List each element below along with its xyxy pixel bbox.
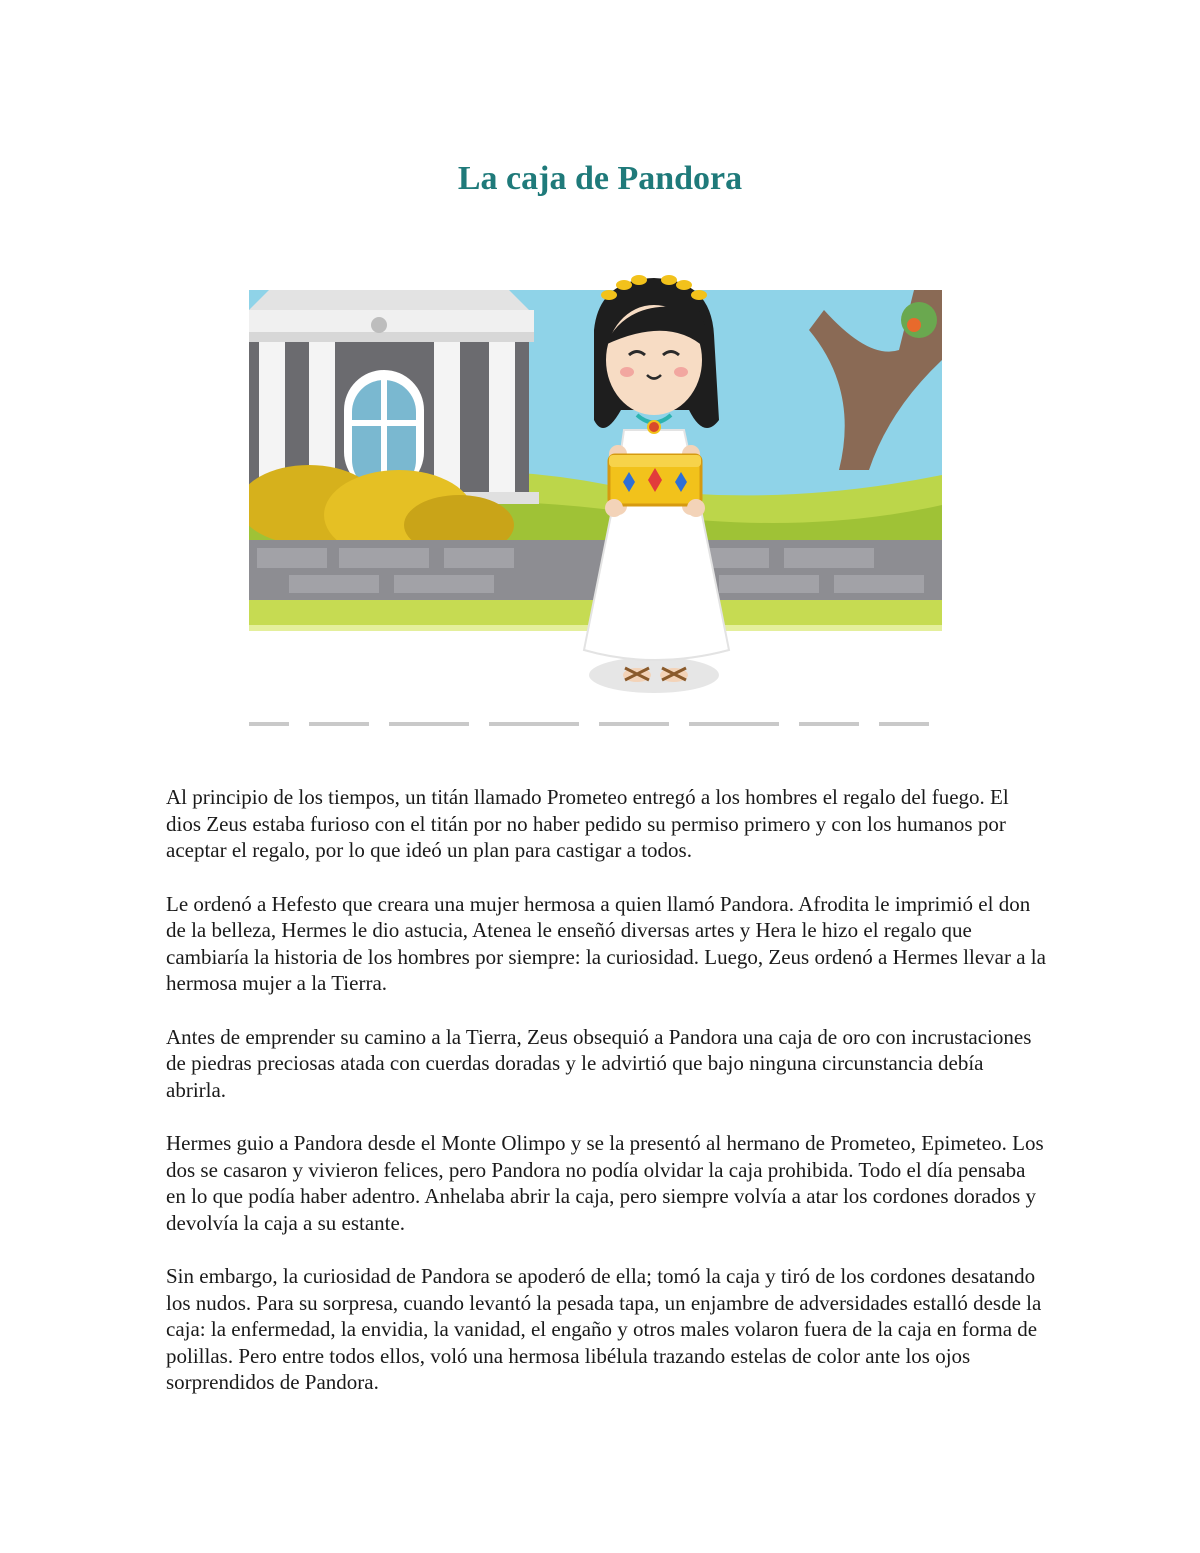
paragraph: Antes de emprender su camino a la Tierra, Zeus obsequió a Pandora una caja de oro con incrustaciones de piedras preciosas atada con cuerdas doradas y le advirtió que bajo ninguna circunstancia debía abrirla. [166, 1024, 1032, 1102]
paragraph: Al principio de los tiempos, un titán llamado Prometeo entregó a los hombres el regalo del fuego. El dios Zeus estaba furioso con el titán por no haber pedido su permiso primero y con los humanos por aceptar el regalo, por lo que ideó un plan para castigar a todos. [166, 785, 1009, 862]
paragraph: Hermes guio a Pandora desde el Monte Olimpo y se la presentó al hermano de Prometeo, Epimeteo. Los dos se casaron y vivieron felices, pero Pandora no podía olvidar la caja prohibida. Todo el día pensaba en lo que podía haber adentro. Anhelaba abrir la caja, pero siempre volvía a atar los cordones dorados y devolvía la caja a su estante. [166, 1131, 1044, 1235]
page-title: La caja de Pandora [457, 160, 743, 197]
story-body [166, 784, 1046, 1423]
paragraph: Sin embargo, la curiosidad de Pandora se apoderó de ella; tomó la caja y tiró de los cordones desatando los nudos. Para su sorpresa, cuando levantó la pesada tapa, un enjambre de adversidades estalló desde la caja: la enfermedad, la envidia, la vanidad, el engaño y otros males volaron fuera de la caja en forma de polillas. Pero entre todos ellos, voló una hermosa libélula trazando estelas de color ante los ojos sorprendidos de Pandora. [166, 1264, 1042, 1394]
paragraph: Le ordenó a Hefesto que creara una mujer hermosa a quien llamó Pandora. Afrodita le imprimió el don de la belleza, Hermes le dio astucia, Atenea le enseñó diversas artes y Hera le hizo el regalo que cambiaría la historia de los hombres por siempre: la curiosidad. Luego, Zeus ordenó a Hermes llevar a la hermosa mujer a la Tierra. [166, 891, 1046, 995]
pandora-illustration [249, 270, 942, 730]
